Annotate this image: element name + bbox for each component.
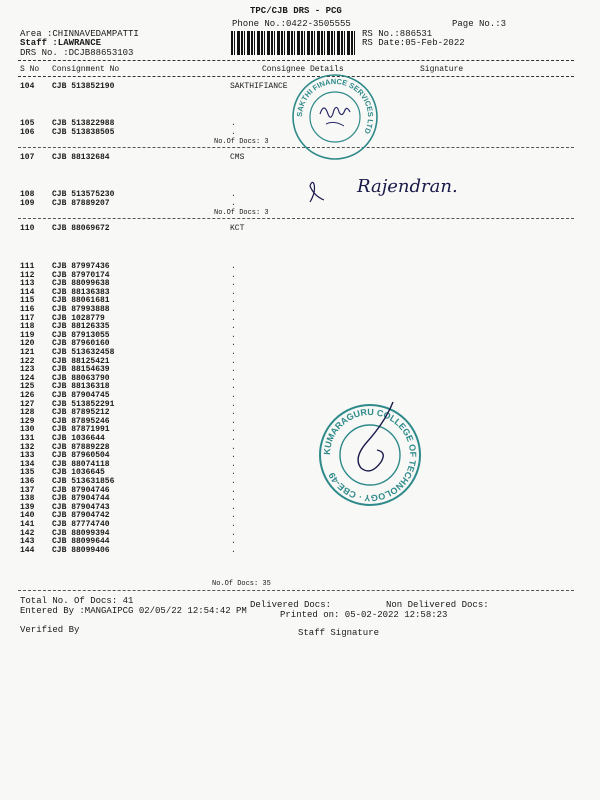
row-sno: 139 bbox=[20, 502, 35, 512]
row-sno: 130 bbox=[20, 425, 35, 435]
row-consignment: CJB 88126335 bbox=[52, 322, 110, 332]
row-sno: 118 bbox=[20, 322, 35, 332]
consignee-name: CMS bbox=[230, 153, 245, 162]
row-sno: 131 bbox=[20, 434, 35, 443]
row-sno: 144 bbox=[20, 545, 35, 555]
table-row: 137 CJB 87904746 . bbox=[20, 485, 236, 495]
table-row: 109 CJB 87889207 . bbox=[20, 199, 236, 208]
column-signature: Signature bbox=[420, 65, 464, 74]
row-sno: 143 bbox=[20, 537, 35, 547]
non-delivered-docs: Non Delivered Docs: bbox=[386, 600, 489, 610]
row-sno: 123 bbox=[20, 365, 35, 375]
table-row: 133 CJB 87960504 . bbox=[20, 451, 236, 461]
table-row: 115 CJB 88061681 . bbox=[20, 296, 236, 306]
table-row: 117 CJB 1028779 . bbox=[20, 313, 236, 323]
rs-number: RS No.:886531 bbox=[362, 29, 433, 39]
row-consignment: CJB 87904745 bbox=[52, 391, 110, 400]
docs-count: No.Of Docs: 3 bbox=[214, 209, 269, 217]
table-row: 135 CJB 1036645 . bbox=[20, 468, 236, 478]
rs-date: RS Date:05-Feb-2022 bbox=[362, 38, 465, 48]
row-sno: 115 bbox=[20, 296, 35, 306]
table-row: 121 CJB 513632458 . bbox=[20, 348, 236, 357]
row-consignment: CJB 513852190 bbox=[52, 82, 115, 91]
table-row: 110 CJB 88069672 bbox=[20, 224, 110, 233]
table-row: 128 CJB 87895212 . bbox=[20, 408, 236, 418]
row-consignment: CJB 1036644 bbox=[52, 434, 105, 443]
table-row: 108 CJB 513575230 . bbox=[20, 190, 236, 199]
row-sno: 134 bbox=[20, 459, 35, 469]
row-sno: 140 bbox=[20, 511, 35, 521]
table-row: 123 CJB 88154639 . bbox=[20, 365, 236, 375]
entered-by: Entered By :MANGAIPCG 02/05/22 12:54:42 PM bbox=[20, 606, 247, 616]
row-consignment: CJB 513632458 bbox=[52, 348, 115, 357]
row-consignment: CJB 88099406 bbox=[52, 545, 110, 555]
row-consignment: CJB 88099644 bbox=[52, 537, 110, 547]
handwritten-signature bbox=[305, 170, 505, 210]
table-row: 141 CJB 87774740 . bbox=[20, 520, 236, 529]
row-consignment: CJB 87960504 bbox=[52, 451, 110, 461]
staff-label: Staff :LAWRANCE bbox=[20, 38, 102, 48]
table-row: 118 CJB 88126335 . bbox=[20, 322, 236, 332]
row-sno: 112 bbox=[20, 270, 35, 280]
row-consignment: CJB 1028779 bbox=[52, 313, 105, 323]
table-row: 122 CJB 88125421 . bbox=[20, 356, 236, 366]
row-sno: 133 bbox=[20, 451, 35, 461]
consignee-name: KCT bbox=[230, 224, 245, 233]
row-sno: 116 bbox=[20, 305, 35, 314]
row-consignment: CJB 87895212 bbox=[52, 408, 110, 418]
column-consignment: Consignment No bbox=[52, 65, 120, 74]
table-row: 125 CJB 88136318 . bbox=[20, 382, 236, 392]
row-consignment: CJB 88061681 bbox=[52, 296, 110, 306]
row-consignment: CJB 88074118 bbox=[52, 459, 110, 469]
verified-by: Verified By bbox=[20, 625, 80, 635]
row-sno: 141 bbox=[20, 520, 35, 529]
table-row: 116 CJB 87993888 . bbox=[20, 305, 236, 314]
table-row: 126 CJB 87904745 . bbox=[20, 391, 236, 400]
consignee-name: SAKTHIFIANCE bbox=[230, 82, 288, 91]
row-consignment: CJB 87904742 bbox=[52, 511, 110, 521]
row-consignment: CJB 87970174 bbox=[52, 270, 110, 280]
table-row: 143 CJB 88099644 . bbox=[20, 537, 236, 547]
row-consignment: CJB 513852291 bbox=[52, 399, 115, 409]
row-sno: 111 bbox=[20, 262, 35, 271]
row-consignment: CJB 88125421 bbox=[52, 356, 110, 366]
row-consignment: CJB 88154639 bbox=[52, 365, 110, 375]
row-sno: 136 bbox=[20, 477, 35, 486]
table-row: 120 CJB 87960160 . bbox=[20, 339, 236, 349]
table-row: 111 CJB 87997436 . bbox=[20, 262, 236, 271]
row-sno: 119 bbox=[20, 330, 35, 340]
row-sno: 124 bbox=[20, 373, 35, 383]
table-row: 119 CJB 87913055 . bbox=[20, 330, 236, 340]
row-sno: 125 bbox=[20, 382, 35, 392]
total-docs: Total No. Of Docs: 41 bbox=[20, 596, 134, 606]
printed-on: Printed on: 05-02-2022 12:58:23 bbox=[280, 610, 448, 620]
row-consignment: CJB 87889228 bbox=[52, 442, 110, 452]
row-sno: 126 bbox=[20, 391, 35, 400]
row-consignment: CJB 87993888 bbox=[52, 305, 110, 314]
table-row: 112 CJB 87970174 . bbox=[20, 270, 236, 280]
area-label: Area :CHINNAVEDAMPATTI bbox=[20, 29, 139, 39]
table-row: 124 CJB 88063790 . bbox=[20, 373, 236, 383]
svg-text:KUMARAGURU COLLEGE OF TECHNOLO: KUMARAGURU COLLEGE OF TECHNOLOGY · CBE-49 bbox=[321, 406, 419, 504]
row-consignment: CJB 87904743 bbox=[52, 502, 110, 512]
row-sno: 122 bbox=[20, 356, 35, 366]
delivered-docs: Delivered Docs: bbox=[250, 600, 332, 610]
row-consignment: CJB 1036645 bbox=[52, 468, 105, 478]
svg-text:SAKTHI FINANCE SERVICES LTD: SAKTHI FINANCE SERVICES LTD bbox=[294, 76, 376, 136]
stamp-seal-icon bbox=[290, 72, 380, 162]
row-sno: 132 bbox=[20, 442, 35, 452]
row-consignment: CJB 88136383 bbox=[52, 287, 110, 297]
row-consignment: CJB 87913055 bbox=[52, 330, 110, 340]
table-row: 129 CJB 87895246 . bbox=[20, 416, 236, 426]
row-sno: 127 bbox=[20, 399, 35, 409]
row-consignment: CJB 513631856 bbox=[52, 477, 115, 486]
staff-signature: Staff Signature bbox=[298, 628, 380, 638]
table-row: 138 CJB 87904744 . bbox=[20, 494, 236, 504]
table-row: 136 CJB 513631856 . bbox=[20, 477, 236, 486]
row-sno: 113 bbox=[20, 279, 35, 289]
docs-count: No.Of Docs: 3 bbox=[214, 138, 269, 146]
row-consignment: CJB 87904744 bbox=[52, 494, 110, 504]
svg-text:Rajendran.: Rajendran. bbox=[357, 176, 458, 197]
row-sno: 129 bbox=[20, 416, 35, 426]
row-consignment: CJB 88099638 bbox=[52, 279, 110, 289]
table-row: 130 CJB 87871991 . bbox=[20, 425, 236, 435]
row-consignment: CJB 87997436 bbox=[52, 262, 110, 271]
table-row: 140 CJB 87904742 . bbox=[20, 511, 236, 521]
table-row: 107 CJB 88132684 bbox=[20, 153, 110, 162]
row-consignment: CJB 87904746 bbox=[52, 485, 110, 495]
group-divider bbox=[18, 218, 574, 219]
table-row: 114 CJB 88136383 . bbox=[20, 287, 236, 297]
row-sno: 114 bbox=[20, 287, 35, 297]
row-sno: 128 bbox=[20, 408, 35, 418]
column-sno: S No bbox=[20, 65, 40, 74]
row-sno: 104 bbox=[20, 82, 35, 91]
row-consignment: CJB 87871991 bbox=[52, 425, 110, 435]
drs-number: DRS No. :DCJB88653103 bbox=[20, 48, 134, 58]
docs-count: No.Of Docs: 35 bbox=[212, 580, 271, 588]
table-row: 105 CJB 513822988 . bbox=[20, 119, 236, 128]
row-consignment: CJB 88099394 bbox=[52, 528, 110, 538]
group-divider bbox=[18, 590, 574, 591]
page-number: Page No.:3 bbox=[452, 19, 507, 29]
table-row: 113 CJB 88099638 . bbox=[20, 279, 236, 289]
row-sno: 137 bbox=[20, 485, 35, 495]
row-sno: 138 bbox=[20, 494, 35, 504]
row-consignment: CJB 87895246 bbox=[52, 416, 110, 426]
table-row: 106 CJB 513838505 . bbox=[20, 128, 236, 137]
table-row: 134 CJB 88074118 . bbox=[20, 459, 236, 469]
table-row: 139 CJB 87904743 . bbox=[20, 502, 236, 512]
row-sno: 120 bbox=[20, 339, 35, 349]
table-row: 132 CJB 87889228 . bbox=[20, 442, 236, 452]
table-row: 127 CJB 513852291 . bbox=[20, 399, 236, 409]
row-consignment: CJB 88136318 bbox=[52, 382, 110, 392]
college-seal-icon bbox=[315, 400, 425, 510]
table-row: 142 CJB 88099394 . bbox=[20, 528, 236, 538]
row-consignment: CJB 87774740 bbox=[52, 520, 110, 529]
phone-number: Phone No.:0422-3505555 bbox=[232, 19, 351, 29]
row-sno: 121 bbox=[20, 348, 35, 357]
header-divider-top bbox=[18, 60, 574, 61]
row-sno: 117 bbox=[20, 313, 35, 323]
barcode bbox=[231, 31, 357, 55]
table-row: 144 CJB 88099406 . bbox=[20, 545, 236, 555]
row-consignment: CJB 88063790 bbox=[52, 373, 110, 383]
row-sno: 142 bbox=[20, 528, 35, 538]
column-consignee: Consignee Details bbox=[262, 65, 344, 74]
row-consignment: CJB 87960160 bbox=[52, 339, 110, 349]
row-sno: 135 bbox=[20, 468, 35, 478]
table-row: 131 CJB 1036644 . bbox=[20, 434, 236, 443]
document-title: TPC/CJB DRS - PCG bbox=[250, 6, 342, 16]
